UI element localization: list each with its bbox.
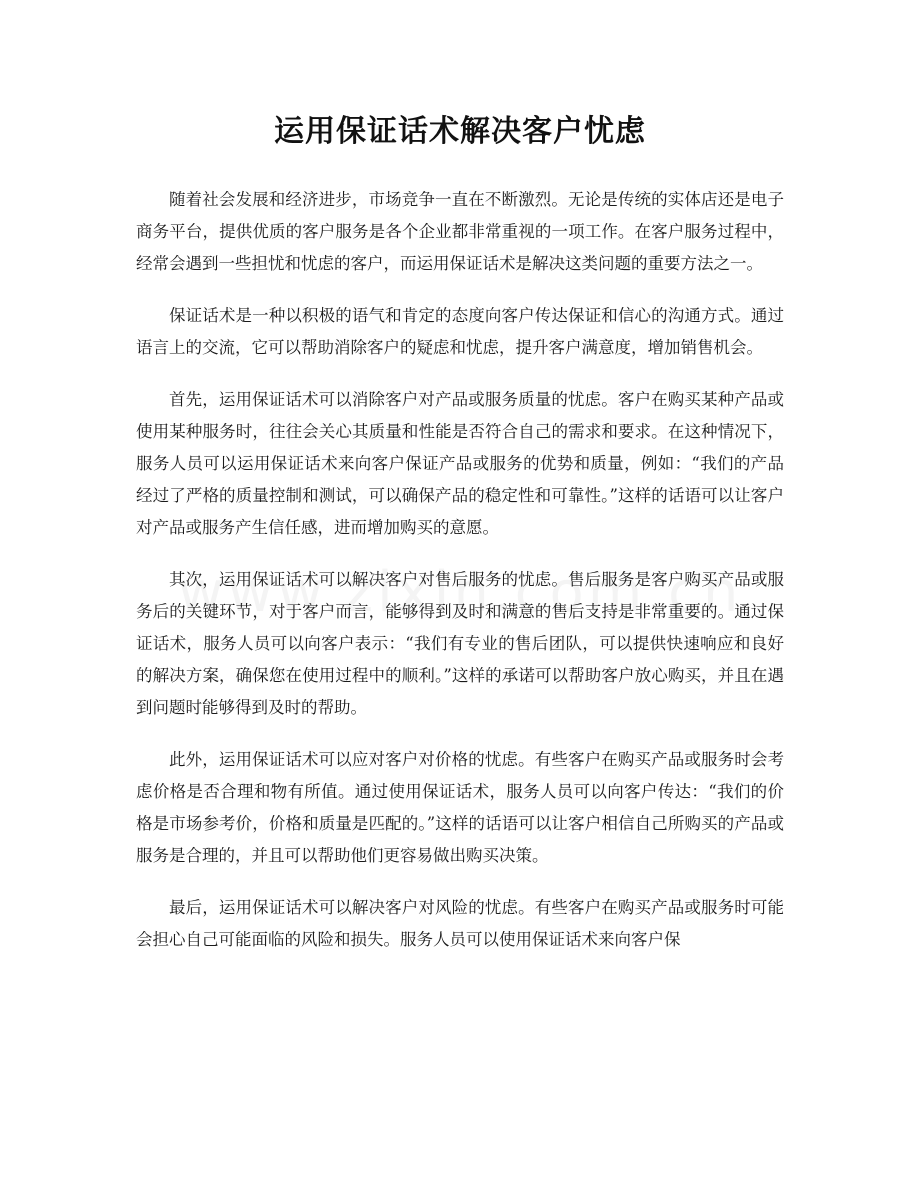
paragraph-risk: 最后，运用保证话术可以解决客户对风险的忧虑。有些客户在购买产品或服务时可能会担心自己可能面临的风险和损失。服务人员可以使用保证话术来向客户保: [136, 898, 784, 949]
paragraph-intro: 随着社会发展和经济进步，市场竞争一直在不断激烈。无论是传统的实体店还是电子商务平台，提供优质的客户服务是各个企业都非常重视的一项工作。在客户服务过程中，经常会遇到一些担忧和忧虑的客户，而运用保证话术是解决这类问题的重要方法之一。: [136, 190, 784, 273]
paragraph-quality: 首先，运用保证话术可以消除客户对产品或服务质量的忧虑。客户在购买某种产品或使用某种服务时，往往会关心其质量和性能是否符合自己的需求和要求。在这种情况下，服务人员可以运用保证话术来向客户保证产品或服务的优势和质量，例如：“我们的产品经过了严格的质量控制和测试，可以确保产品的稳定性和可靠性。”这样的话语可以让客户对产品或服务产生信任感，进而增加购买的意愿。: [136, 390, 784, 537]
paragraph-definition: 保证话术是一种以积极的语气和肯定的态度向客户传达保证和信心的沟通方式。通过语言上的交流，它可以帮助消除客户的疑虑和忧虑，提升客户满意度，增加销售机会。: [136, 306, 784, 357]
paragraph-price: 此外，运用保证话术可以应对客户对价格的忧虑。有些客户在购买产品或服务时会考虑价格是否合理和物有所值。通过使用保证话术，服务人员可以向客户传达：“我们的价格是市场参考价，价格和质量是匹配的。”这样的话语可以让客户相信自己所购买的产品或服务是合理的，并且可以帮助他们更容易做出购买决策。: [136, 750, 784, 865]
paragraph-after-sales: 其次，运用保证话术可以解决客户对售后服务的忧虑。售后服务是客户购买产品或服务后的关键环节，对于客户而言，能够得到及时和满意的售后支持是非常重要的。通过保证话术，服务人员可以向客户表示：“我们有专业的售后团队，可以提供快速响应和良好的解决方案，确保您在使用过程中的顺利。”这样的承诺可以帮助客户放心购买，并且在遇到问题时能够得到及时的帮助。: [136, 570, 784, 717]
document-title: 运用保证话术解决客户忧虑: [274, 114, 646, 149]
